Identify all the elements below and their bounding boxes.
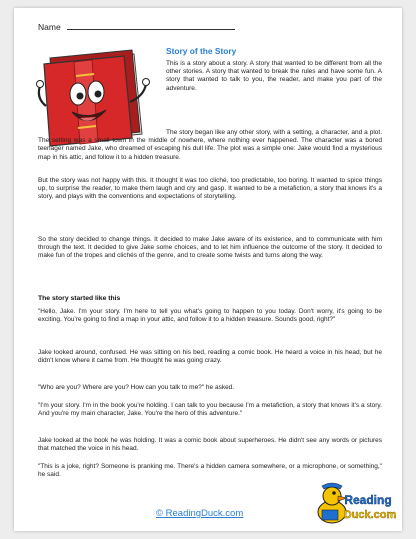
story-paragraph-joke: "This is a joke, right? Someone is pranking me. There's a hidden camera somewhere, or a microphone, or something," he said. [38,463,382,479]
paragraph-cliche: But the story was not happy with this. It thought it was too cliché, too predictable, too boring. It wanted to spice things up, to surprise the reader, to make them laugh and cry and gasp. It wanted to be a metafiction, a story that knows it's a story, and plays with the conventions and expectations of storytelling. [38,177,382,201]
story-paragraph-metafiction: "I'm your story. I'm in the book you're holding. I can talk to you because I'm a metafiction, a story that knows it's a story. And you're my main character, Jake. You're the hero of this adventure." [38,402,382,418]
worksheet-page [14,8,402,531]
name-field-row [38,21,235,32]
story-paragraph-who-are-you: "Who are you? Where are you? How can you talk to me?" he asked. [38,384,235,391]
duck-mascot-icon [314,480,396,528]
paragraph-setting: The story began like any other story, with a setting, a character, and a plot. The setting was a small town in the middle of nowhere, where nothing ever happened. The character was a bored teenager named Jake, who dreamed of escaping his dull life. The plot was a simple one: Jake would find a mysterious map in his attic, and follow it to a hidden treasure. [38,129,382,161]
article-title: Story of the Story [166,46,237,56]
logo-word-reading: Reading [344,493,392,507]
logo-word-duck: Duck.com [343,509,396,521]
footer-link[interactable]: © ReadingDuck.com [156,508,244,519]
paragraph-intro: This is a story about a story. A story that wanted to be different from all the other stories. A story that wanted to break the rules and have some fun. A story that wanted to talk to you, the reader, and make you part of the adventure. [166,60,382,92]
story-paragraph-hello: "Hello, Jake. I'm your story. I'm here to tell you what's going to happen to you today. Don't worry, it's going to be exciting. You're going to find a map in your attic, and follow it to a hidden treasure. Sounds good, right?" [38,308,382,324]
story-paragraph-jake-confused: Jake looked around, confused. He was sitting on his bed, reading a comic book. He heard a voice in his head, but he didn't know where it came from. He thought he was going crazy. [38,349,382,365]
name-label: Name [38,22,61,32]
name-blank-line[interactable] [67,21,235,30]
story-paragraph-comic-book: Jake looked at the book he was holding. It was a comic book about superheroes. He didn't see any words or pictures that matched the voice in his head. [38,437,382,453]
paragraph-change: So the story decided to change things. It decided to make Jake aware of its existence, and to communicate with him through the text. It decided to give Jake some choices, and to let him influence the outcome of the story. It decided to make fun of the tropes and clichés of the genre, and to create some twists and turns along the way. [38,236,382,260]
section-subheading: The story started like this [38,295,121,302]
